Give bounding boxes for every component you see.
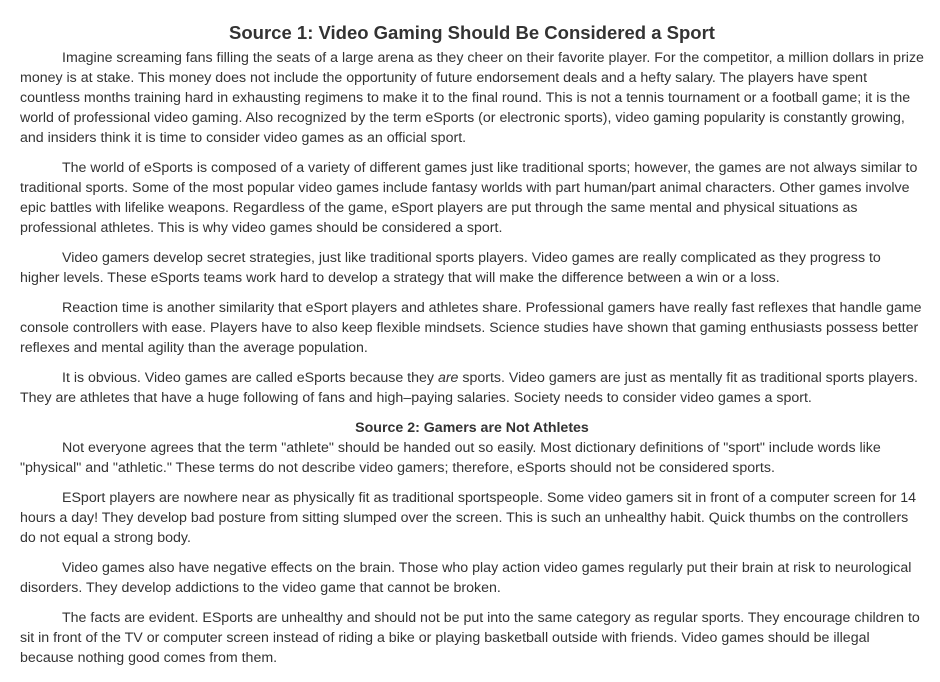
source-2-paragraph-3: Video games also have negative effects on the brain. Those who play action video games regularly put their brain at risk to neurological disorders. They develop addictions to the video game that cannot be broken. (20, 560, 912, 596)
source-2-paragraph-4: The facts are evident. ESports are unhealthy and should not be put into the same category as regular sports. They encourage children to sit in front of the TV or computer screen instead of riding a bike or playing basketball outside with friends. Video games should be illegal because nothing good comes from them. (20, 610, 920, 666)
emphasized-word: are (437, 370, 459, 386)
source-1-paragraph-2: The world of eSports is composed of a variety of different games just like traditional sports; however, the games are not always similar to traditional sports. Some of the most popular video games include fantasy worlds with part human/part animal characters. Other games involve epic battles with lifelike weapons. Regardless of the game, eSport players are put through the same mental and physical situations as professional athletes. This is why video games should be considered a sport. (20, 160, 918, 236)
source-2-title: Source 2: Gamers are Not Athletes (355, 420, 589, 436)
source-1-paragraph-4: Reaction time is another similarity that eSport players and athletes share. Professional gamers have really fast reflexes that handle game console controllers with ease. Players have to also keep flexible mindsets. Science studies have shown that gaming enthusiasts possess better reflexes and mental agility than the average population. (20, 300, 922, 356)
source-2-paragraph-2: ESport players are nowhere near as physically fit as traditional sportspeople. Some video gamers sit in front of a computer screen for 14 hours a day! They develop bad posture from sitting slumped over the screen. This is such an unhealthy habit. Quick thumbs on the controllers do not equal a strong body. (20, 490, 917, 546)
source-1-paragraph-3: Video gamers develop secret strategies, just like traditional sports players. Video games are really complicated as they progress to higher levels. These eSports teams work hard to develop a strategy that will make the difference between a win or a loss. (20, 250, 881, 286)
paragraph-5-text-end: sports. Video gamers are just as mentally fit as traditional sports players. They are athletes that have a huge following of fans and high–paying salaries. Society needs to consider video games a sport. (20, 370, 918, 406)
paragraph-5-text-start: It is obvious. Video games are called eSports because they (62, 370, 438, 386)
source-1-paragraph-1: Imagine screaming fans filling the seats of a large arena as they cheer on their favorite player. For the competitor, a million dollars in prize money is at stake. This money does not include the opportunity of future endorsement deals and a hefty salary. The players have spent countless months training hard in exhausting regimens to make it to the final round. This is not a tennis tournament or a football game; it is the world of professional video gaming. Also recognized by the term eSports (or electronic sports), video gaming popularity is constantly growing, and insiders think it is time to consider video games as an official sport. (20, 50, 924, 146)
source-1-paragraph-5 (20, 368, 924, 408)
source-2-paragraph-1: Not everyone agrees that the term "athlete" should be handed out so easily. Most dictionary definitions of "sport" include words like "physical" and "athletic." These terms do not describe video gamers; therefore, eSports should not be considered sports. (20, 440, 881, 476)
source-1-title: Source 1: Video Gaming Should Be Considered a Sport (229, 22, 715, 43)
